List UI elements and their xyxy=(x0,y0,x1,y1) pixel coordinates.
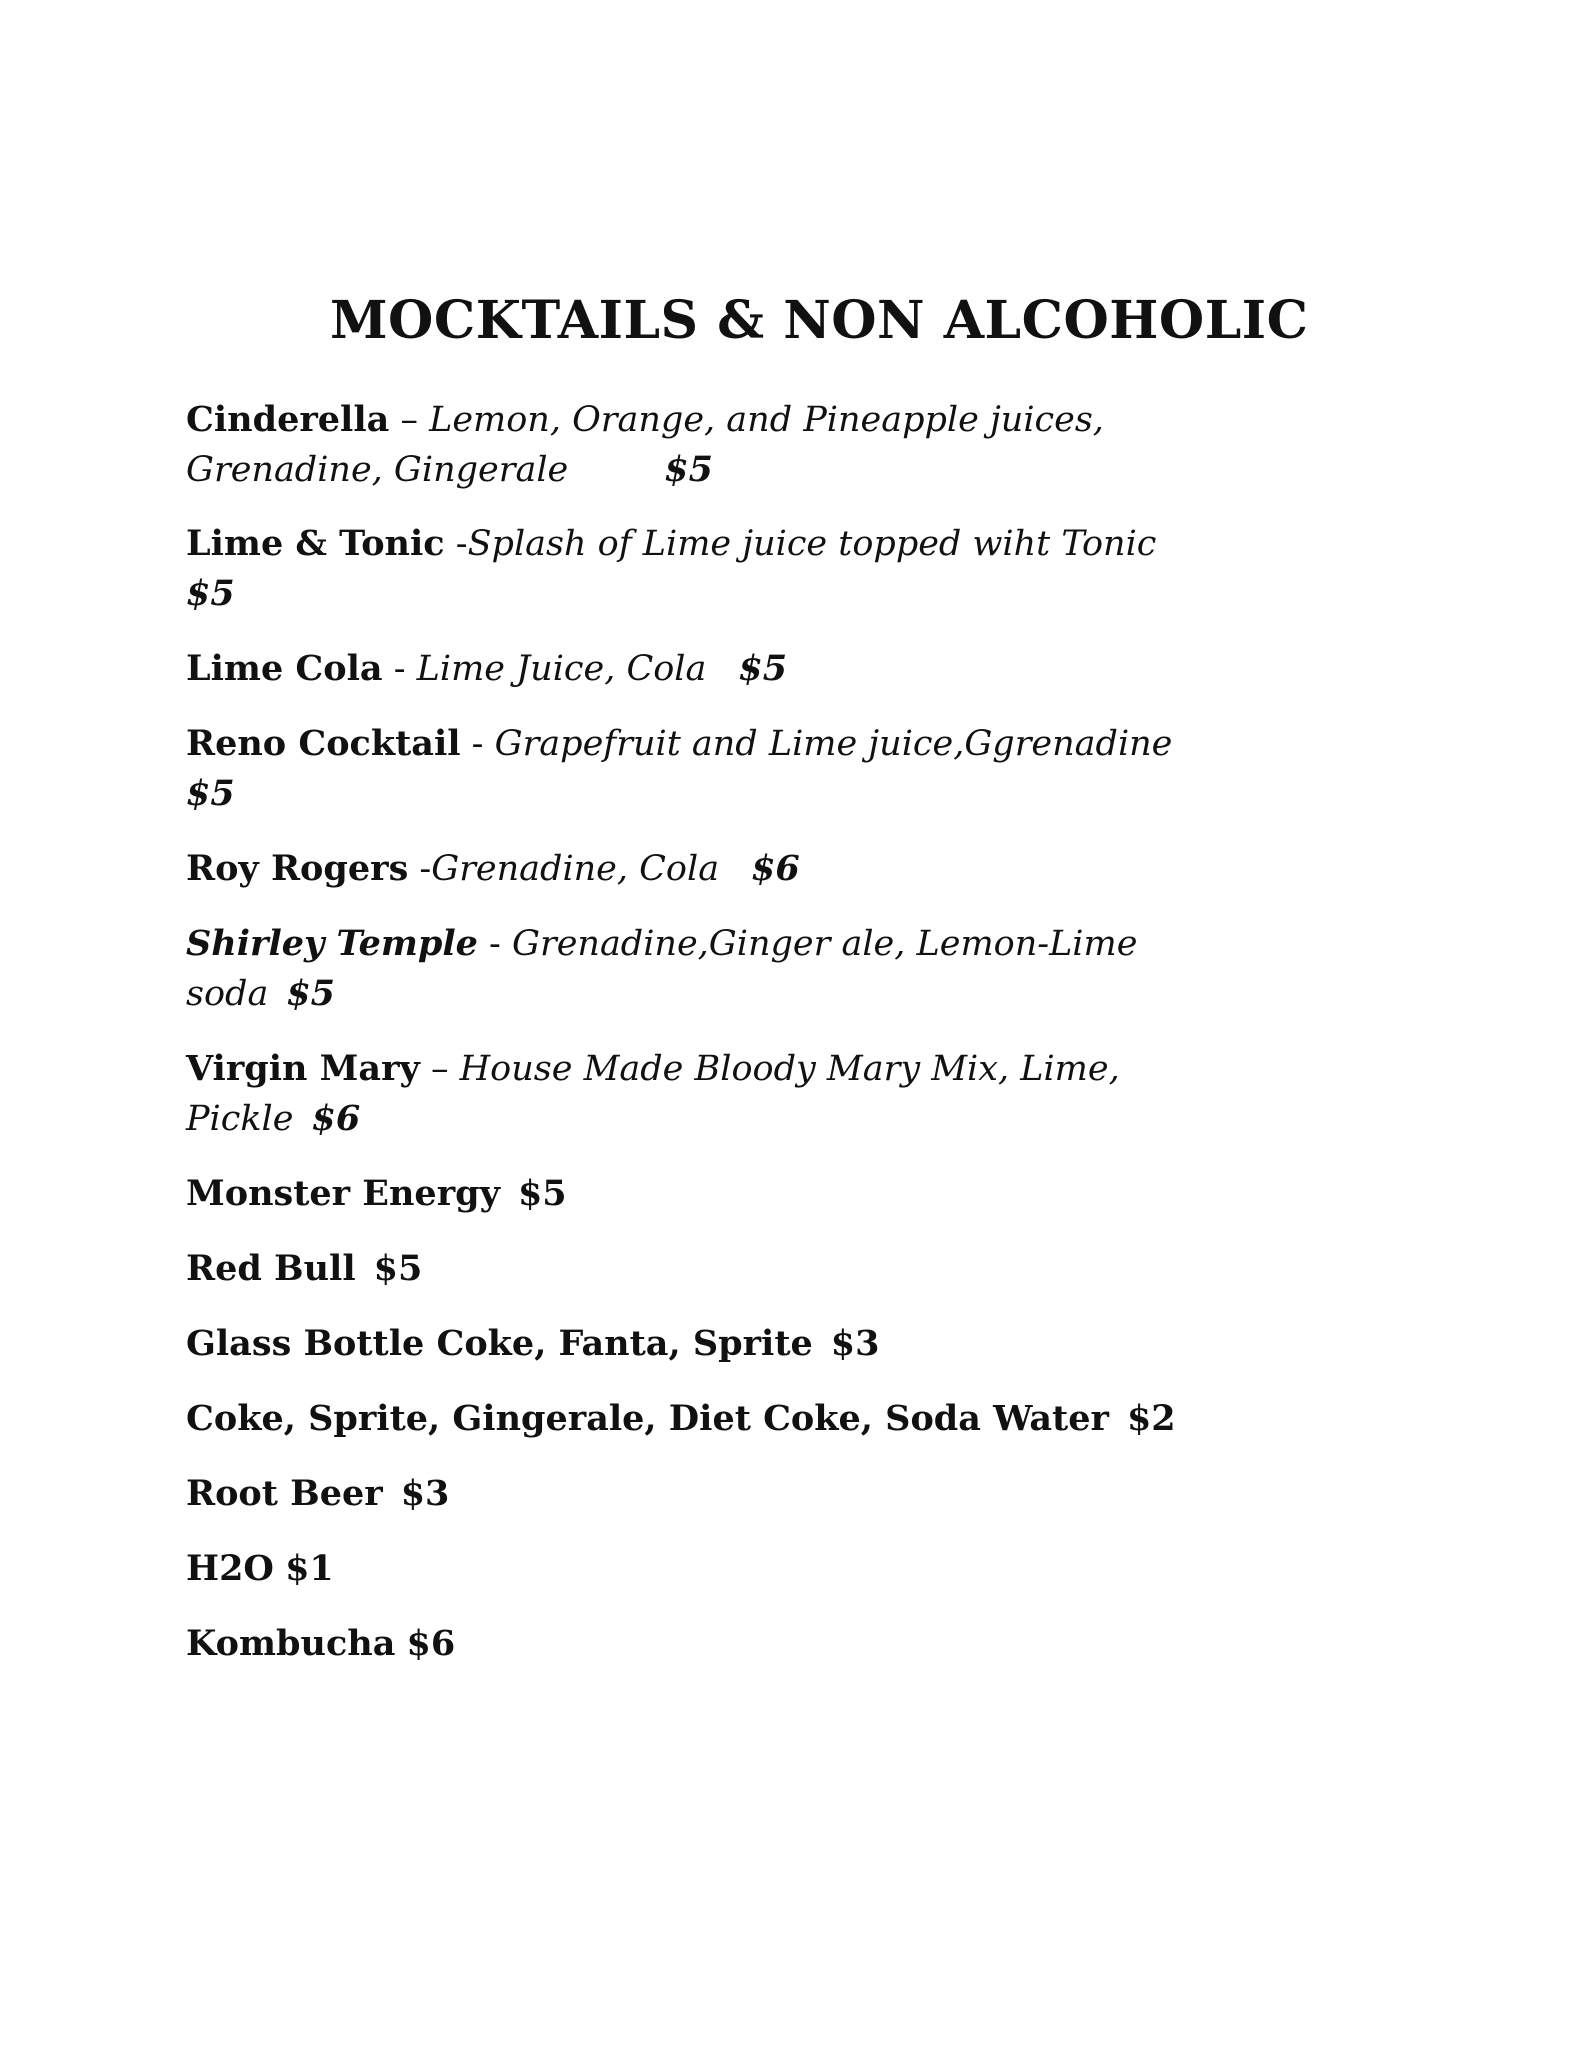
item-price: $6 xyxy=(311,1098,361,1139)
item-price: $1 xyxy=(285,1548,334,1589)
item-price: $5 xyxy=(664,449,713,490)
item-price: $6 xyxy=(751,848,800,889)
item-price: $5 xyxy=(373,1248,423,1289)
item-name: Monster Energy xyxy=(186,1173,500,1214)
item-description-continued: Grenadine, Gingerale xyxy=(186,450,569,490)
item-name: Virgin Mary xyxy=(186,1048,420,1089)
item-separator: - xyxy=(408,849,432,889)
menu-item-shirley-temple xyxy=(186,919,1137,1019)
item-separator: - xyxy=(477,924,512,964)
menu-item-fountain-sodas xyxy=(186,1394,1176,1444)
item-separator: - xyxy=(382,649,417,689)
item-description: House Made Bloody Mary Mix, Lime, xyxy=(459,1049,1120,1089)
item-separator: – xyxy=(419,1049,460,1089)
menu-item-monster-energy xyxy=(186,1169,567,1219)
item-name: H2O xyxy=(186,1548,274,1589)
item-description: Lemon, Orange, and Pineapple juices, xyxy=(429,400,1104,440)
item-description: Grapefruit and Lime juice,Ggrenadine xyxy=(494,724,1173,764)
item-price: $5 xyxy=(286,973,336,1014)
item-name: Shirley Temple xyxy=(186,923,478,964)
item-price: $3 xyxy=(400,1473,450,1514)
menu-item-red-bull xyxy=(186,1244,422,1294)
item-name: Lime Cola xyxy=(186,648,383,689)
menu-item-kombucha xyxy=(186,1619,455,1669)
item-description-continued: soda xyxy=(186,974,269,1014)
item-separator: – xyxy=(389,400,430,440)
item-description: Splash of Lime juice topped wiht Tonic xyxy=(467,524,1157,564)
item-name: Root Beer xyxy=(186,1473,383,1514)
item-name: Coke, Sprite, Gingerale, Diet Coke, Soda Water xyxy=(186,1398,1109,1439)
item-name: Red Bull xyxy=(186,1248,356,1289)
item-name: Reno Cocktail xyxy=(186,723,461,764)
menu-item-root-beer xyxy=(186,1469,449,1519)
item-separator: - xyxy=(444,524,468,564)
item-name: Kombucha xyxy=(186,1623,396,1664)
item-name: Lime & Tonic xyxy=(186,523,445,564)
item-price: $5 xyxy=(186,573,235,614)
item-price: $5 xyxy=(186,773,235,814)
item-price: $5 xyxy=(738,648,788,689)
item-price: $2 xyxy=(1126,1398,1176,1439)
item-separator: - xyxy=(460,724,495,764)
item-description: Grenadine,Ginger ale, Lemon-Lime xyxy=(512,924,1138,964)
menu-item-lime-tonic xyxy=(186,519,1156,619)
item-price: $3 xyxy=(830,1323,880,1364)
menu-item-glass-bottle xyxy=(186,1319,879,1369)
item-price: $5 xyxy=(517,1173,567,1214)
item-description: Lime Juice, Cola xyxy=(416,649,707,689)
menu-item-reno-cocktail xyxy=(186,719,1172,819)
menu-item-roy-rogers xyxy=(186,844,800,894)
item-name: Cinderella xyxy=(186,399,390,440)
menu-item-virgin-mary xyxy=(186,1044,1120,1144)
item-description: Grenadine, Cola xyxy=(431,849,720,889)
item-description-continued: Pickle xyxy=(186,1099,294,1139)
menu-item-lime-cola xyxy=(186,644,787,694)
item-name: Roy Rogers xyxy=(186,848,409,889)
item-price: $6 xyxy=(406,1623,456,1664)
item-name: Glass Bottle Coke, Fanta, Sprite xyxy=(186,1323,813,1364)
menu-item-h2o xyxy=(186,1544,334,1594)
menu-item-cinderella xyxy=(186,395,1104,495)
menu-title: MOCKTAILS & NON ALCOHOLIC xyxy=(330,290,1309,351)
